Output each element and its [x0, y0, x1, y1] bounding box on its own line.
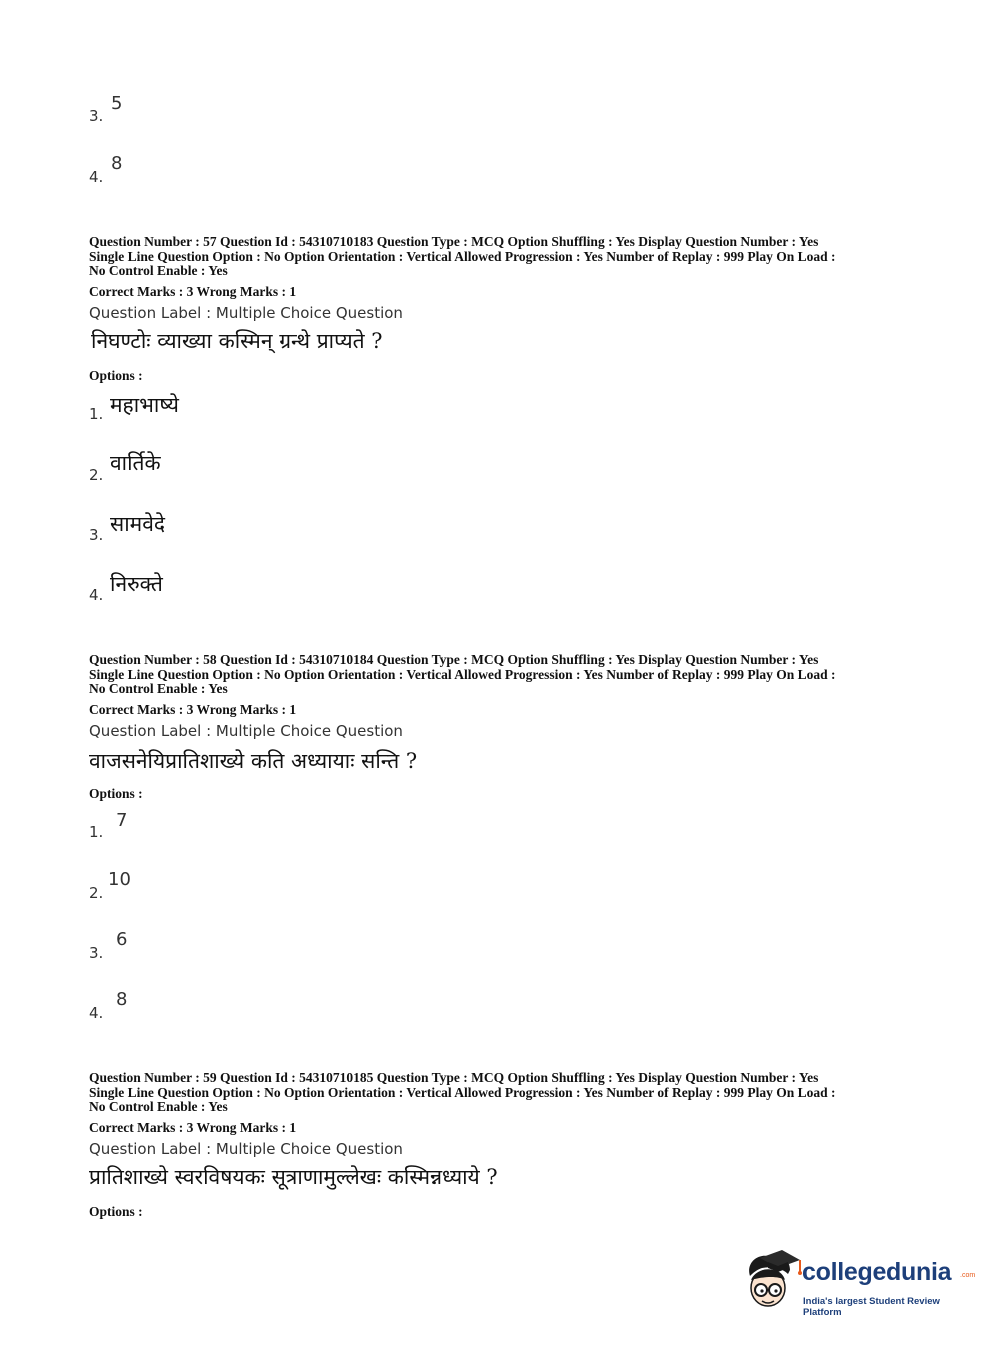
option-value[interactable]: 6 [116, 929, 128, 950]
question-text: वाजसनेयिप्रातिशाख्ये कति अध्यायाः सन्ति ? [89, 749, 418, 773]
question-label: Question Label : Multiple Choice Question [89, 1140, 403, 1158]
meta-line: Question Number : 59 Question Id : 54310710185 Question Type : MCQ Option Shuffling : Yes Display Question Number : Yes [89, 1070, 819, 1085]
option-number: 1. [89, 405, 104, 423]
option-value[interactable]: 7 [116, 810, 128, 831]
option-value[interactable]: वार्तिके [110, 451, 161, 475]
marks-line: Correct Marks : 3 Wrong Marks : 1 [89, 284, 297, 299]
option-number: 1. [89, 823, 104, 841]
marks-line: Correct Marks : 3 Wrong Marks : 1 [89, 702, 297, 717]
question-meta [89, 653, 919, 697]
option-number: 3. [89, 107, 104, 125]
option-value: 8 [111, 153, 123, 174]
option-value[interactable]: सामवेदे [110, 512, 166, 536]
option-value[interactable]: 10 [108, 869, 131, 890]
option-number: 4. [89, 1004, 104, 1022]
option-value[interactable]: निरुक्ते [110, 572, 163, 596]
logo-wordmark: collegedunia [802, 1258, 952, 1286]
question-meta [89, 1071, 919, 1115]
question-label: Question Label : Multiple Choice Question [89, 722, 403, 740]
meta-line: No Control Enable : Yes [89, 681, 228, 696]
meta-line: Single Line Question Option : No Option Orientation : Vertical Allowed Progression : Yes Number of Replay : 999 Play On Load : [89, 248, 836, 264]
meta-line: Single Line Question Option : No Option Orientation : Vertical Allowed Progression : Yes Number of Replay : 999 Play On Load : [89, 666, 836, 682]
meta-line: Question Number : 58 Question Id : 54310710184 Question Type : MCQ Option Shuffling : Yes Display Question Number : Yes [89, 652, 819, 667]
marks-line: Correct Marks : 3 Wrong Marks : 1 [89, 1120, 297, 1135]
question-label: Question Label : Multiple Choice Question [89, 304, 403, 322]
collegedunia-logo[interactable] [742, 1250, 976, 1318]
option-number: 4. [89, 168, 104, 186]
options-label: Options : [89, 786, 143, 801]
option-number: 3. [89, 526, 104, 544]
question-text: प्रातिशाख्ये स्वरविषयकः सूत्राणामुल्लेखः कस्मिन्नध्याये ? [89, 1165, 498, 1189]
options-label: Options : [89, 1204, 143, 1219]
mascot-icon [742, 1250, 802, 1312]
option-value[interactable]: महाभाष्ये [110, 393, 179, 417]
question-text: निघण्टोः व्याख्या कस्मिन् ग्रन्थे प्राप्यते ? [91, 329, 383, 353]
option-number: 3. [89, 944, 104, 962]
meta-line: Question Number : 57 Question Id : 54310710183 Question Type : MCQ Option Shuffling : Yes Display Question Number : Yes [89, 234, 819, 249]
meta-line: Single Line Question Option : No Option Orientation : Vertical Allowed Progression : Yes Number of Replay : 999 Play On Load : [89, 1084, 836, 1100]
option-value[interactable]: 8 [116, 989, 128, 1010]
question-meta [89, 235, 919, 279]
meta-line: No Control Enable : Yes [89, 263, 228, 278]
logo-tagline: India's largest Student Review Platform [803, 1296, 940, 1318]
options-label: Options : [89, 368, 143, 383]
option-number: 2. [89, 466, 104, 484]
option-number: 2. [89, 884, 104, 902]
option-value: 5 [111, 93, 123, 114]
meta-line: No Control Enable : Yes [89, 1099, 228, 1114]
logo-domain: .com [960, 1272, 976, 1279]
option-number: 4. [89, 586, 104, 604]
